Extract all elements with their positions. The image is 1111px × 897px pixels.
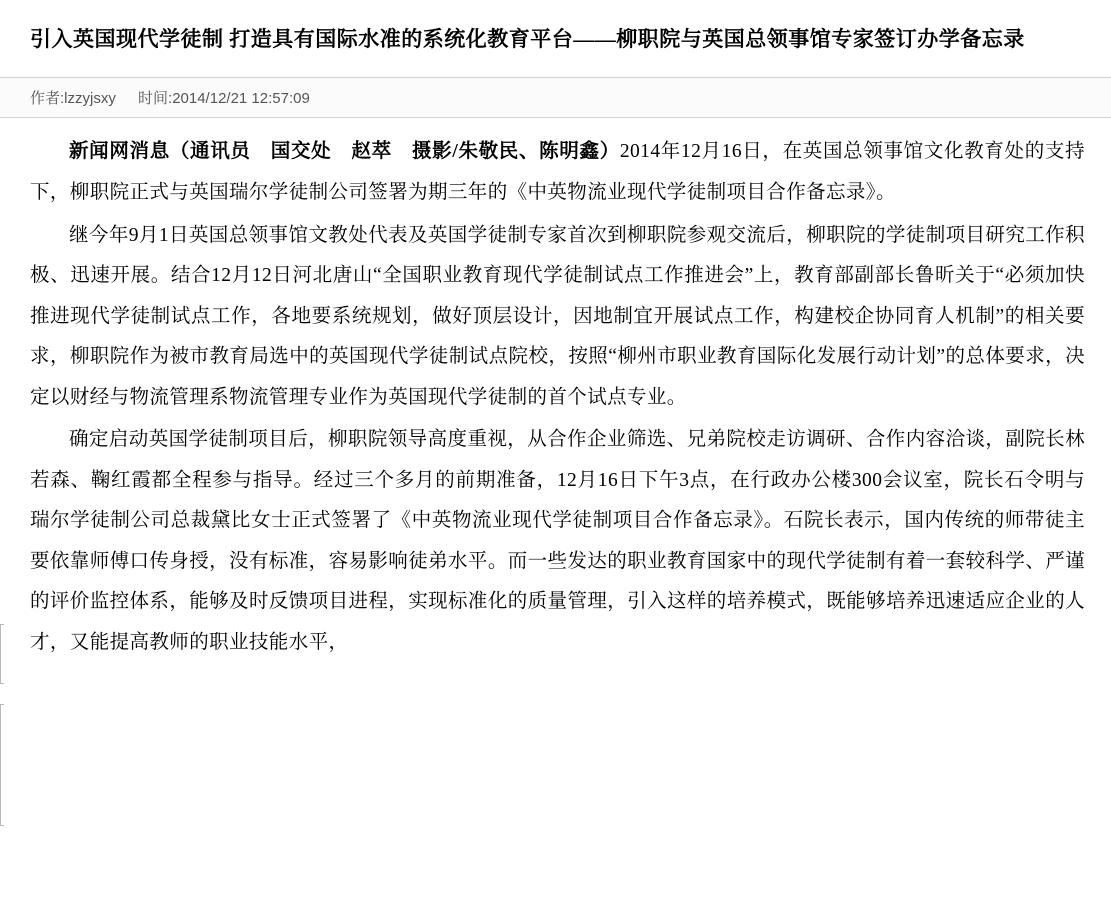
time-value: 2014/12/21 12:57:09 <box>172 90 310 108</box>
author-meta <box>30 87 116 108</box>
paragraph-text: 2014年12月16日，在英国总领事馆文化教育处的支持下，柳职院正式与英国瑞尔学徒制公司签署为期三年的《中英物流业现代学徒制项目合作备忘录》。 <box>30 141 1085 203</box>
paragraph <box>30 420 1085 663</box>
paragraph-text: 继今年9月1日英国总领事馆文教处代表及英国学徒制专家首次到柳职院参观交流后，柳职院的学徒制项目研究工作积极、迅速开展。结合12月12日河北唐山“全国职业教育现代学徒制试点工作推进会”上，教育部副部长鲁昕关于“必须加快推进现代学徒制试点工作，各地要系统规划，做好顶层设计，因地制宜开展试点工作，构建校企协同育人机制”的相关要求，柳职院作为被市教育局选中的英国现代学徒制试点院校，按照“柳州市职业教育国际化发展行动计划”的总体要求，决定以财经与物流管理系物流管理专业作为英国现代学徒制的首个试点专业。 <box>30 224 1085 408</box>
page-title: 引入英国现代学徒制 打造具有国际水准的系统化教育平台——柳职院与英国总领事馆专家签订办学备忘录 <box>30 27 1025 52</box>
paragraph-lead: 新闻网消息（通讯员 国交处 赵萃 摄影/朱敬民、陈明鑫） <box>69 141 620 163</box>
paragraph-text: 确定启动英国学徒制项目后，柳职院领导高度重视，从合作企业筛选、兄弟院校走访调研、合作内容洽谈，副院长林若森、鞠红霞都全程参与指导。经过三个多月的前期准备，12月16日下午3点，在行政办公楼300会议室，院长石令明与瑞尔学徒制公司总裁黛比女士正式签署了《中英物流业现代学徒制项目合作备忘录》。石院长表示，国内传统的师带徒主要依靠师傅口传身授，没有标准，容易影响徒弟水平。而一些发达的职业教育国家中的现代学徒制有着一套较科学、严谨的评价监控体系，能够及时反馈项目进程，实现标准化的质量管理，引入这样的培养模式，既能够培养迅速适应企业的人才，又能提高教师的职业技能水平， <box>30 429 1085 653</box>
paragraph <box>30 216 1085 419</box>
left-edge-marker <box>0 624 4 684</box>
document-page <box>0 14 1111 897</box>
paragraph <box>30 132 1085 213</box>
time-meta <box>138 87 310 108</box>
article-body <box>0 118 1111 663</box>
time-label: 时间: <box>138 90 173 108</box>
author-label: 作者: <box>30 90 65 108</box>
author-value: lzzyjsxy <box>64 90 116 108</box>
left-edge-marker <box>0 704 4 826</box>
article-meta-bar <box>0 77 1111 118</box>
